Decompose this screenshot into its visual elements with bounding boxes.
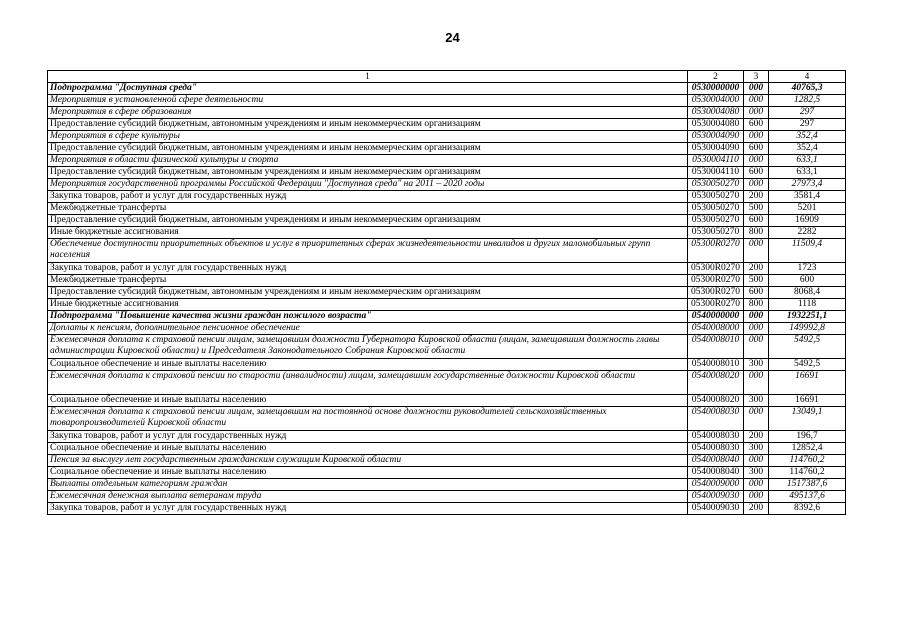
table-row	[48, 443, 846, 455]
column-header-1: 1	[48, 71, 688, 83]
row-vr-cell: 300	[744, 443, 769, 455]
row-sum-cell: 352,4	[769, 143, 846, 155]
row-code-cell: 0530004090	[688, 131, 744, 143]
row-vr-cell: 000	[744, 107, 769, 119]
row-sum-cell: 297	[769, 119, 846, 131]
row-vr-cell: 200	[744, 503, 769, 515]
row-name-cell: Межбюджетные трансферты	[48, 275, 688, 287]
row-name-cell: Предоставление субсидий бюджетным, автономным учреждениям и иным некоммерческим организациям	[48, 143, 688, 155]
table-row	[48, 215, 846, 227]
row-vr-cell: 600	[744, 143, 769, 155]
row-code-cell: 0530050270	[688, 227, 744, 239]
row-code-cell: 0530050270	[688, 215, 744, 227]
row-vr-cell: 600	[744, 119, 769, 131]
row-vr-cell: 800	[744, 299, 769, 311]
row-code-cell: 0540008030	[688, 443, 744, 455]
budget-table	[47, 70, 846, 515]
row-vr-cell: 600	[744, 287, 769, 299]
row-sum-cell: 2282	[769, 227, 846, 239]
row-name-cell: Мероприятия государственной программы Российской Федерации "Доступная среда" на 2011 – 2020 годы	[48, 179, 688, 191]
column-number-row	[48, 71, 846, 83]
row-code-cell: 0530050270	[688, 191, 744, 203]
row-sum-cell: 5492,5	[769, 359, 846, 371]
row-name-cell: Предоставление субсидий бюджетным, автономным учреждениям и иным некоммерческим организациям	[48, 215, 688, 227]
row-code-cell: 0530004080	[688, 119, 744, 131]
table-row	[48, 155, 846, 167]
row-vr-cell: 000	[744, 131, 769, 143]
row-name-cell: Ежемесячная доплата к страховой пенсии лицам, замещавшим должности Губернатора Кировской области (лицам, замещавшим должность главы администрации Кировской области) и Председателя Законодательного Собрания Кировской области	[48, 335, 688, 359]
row-sum-cell: 352,4	[769, 131, 846, 143]
row-vr-cell: 000	[744, 323, 769, 335]
row-code-cell: 0540008000	[688, 323, 744, 335]
table-row	[48, 227, 846, 239]
table-row	[48, 371, 846, 395]
row-sum-cell: 114760,2	[769, 455, 846, 467]
table-row	[48, 407, 846, 431]
row-name-cell: Мероприятия в сфере культуры	[48, 131, 688, 143]
row-code-cell: 0540008030	[688, 407, 744, 431]
row-sum-cell: 633,1	[769, 155, 846, 167]
row-vr-cell: 000	[744, 155, 769, 167]
row-sum-cell: 16691	[769, 395, 846, 407]
table-row	[48, 311, 846, 323]
row-sum-cell: 196,7	[769, 431, 846, 443]
row-name-cell: Мероприятия в сфере образования	[48, 107, 688, 119]
table-row	[48, 455, 846, 467]
table-row	[48, 119, 846, 131]
row-vr-cell: 000	[744, 491, 769, 503]
row-name-cell: Закупка товаров, работ и услуг для государственных нужд	[48, 263, 688, 275]
row-name-cell: Мероприятия в области физической культуры и спорта	[48, 155, 688, 167]
row-sum-cell: 495137,6	[769, 491, 846, 503]
table-row	[48, 431, 846, 443]
row-sum-cell: 40765,3	[769, 83, 846, 95]
row-name-cell: Предоставление субсидий бюджетным, автономным учреждениям и иным некоммерческим организациям	[48, 167, 688, 179]
table-row	[48, 503, 846, 515]
row-sum-cell: 114760,2	[769, 467, 846, 479]
row-vr-cell: 200	[744, 191, 769, 203]
row-code-cell: 0540008020	[688, 371, 744, 395]
row-code-cell: 0540000000	[688, 311, 744, 323]
row-name-cell: Закупка товаров, работ и услуг для государственных нужд	[48, 503, 688, 515]
table-row	[48, 203, 846, 215]
row-vr-cell: 300	[744, 395, 769, 407]
row-sum-cell: 16909	[769, 215, 846, 227]
row-name-cell: Выплаты отдельным категориям граждан	[48, 479, 688, 491]
row-vr-cell: 000	[744, 407, 769, 431]
row-vr-cell: 300	[744, 359, 769, 371]
row-name-cell: Предоставление субсидий бюджетным, автономным учреждениям и иным некоммерческим организациям	[48, 119, 688, 131]
row-sum-cell: 1282,5	[769, 95, 846, 107]
table-row	[48, 323, 846, 335]
row-vr-cell: 000	[744, 371, 769, 395]
row-name-cell: Подпрограмма "Повышение качества жизни граждан пожилого возраста"	[48, 311, 688, 323]
table-row	[48, 179, 846, 191]
row-vr-cell: 000	[744, 95, 769, 107]
row-name-cell: Ежемесячная доплата к страховой пенсии лицам, замещавшим на постоянной основе должности руководителей сельскохозяйственных товаропроизводителей Кировской области	[48, 407, 688, 431]
row-sum-cell: 297	[769, 107, 846, 119]
row-code-cell: 0540008020	[688, 395, 744, 407]
table-row	[48, 143, 846, 155]
budget-table-body	[48, 71, 846, 515]
row-vr-cell: 500	[744, 203, 769, 215]
row-code-cell: 0540008030	[688, 431, 744, 443]
table-row	[48, 491, 846, 503]
row-name-cell: Ежемесячная доплата к страховой пенсии по старости (инвалидности) лицам, замещавшим государственные должности Кировской области	[48, 371, 688, 395]
row-name-cell: Закупка товаров, работ и услуг для государственных нужд	[48, 191, 688, 203]
row-sum-cell: 1517387,6	[769, 479, 846, 491]
row-vr-cell: 000	[744, 83, 769, 95]
row-name-cell: Подпрограмма "Доступная среда"	[48, 83, 688, 95]
row-code-cell: 05300R0270	[688, 299, 744, 311]
row-vr-cell: 000	[744, 179, 769, 191]
table-row	[48, 167, 846, 179]
row-code-cell: 0540008010	[688, 359, 744, 371]
row-code-cell: 0540008040	[688, 467, 744, 479]
column-header-3: 3	[744, 71, 769, 83]
table-row	[48, 239, 846, 263]
row-sum-cell: 8068,4	[769, 287, 846, 299]
row-vr-cell: 000	[744, 455, 769, 467]
row-code-cell: 0530004110	[688, 167, 744, 179]
column-header-2: 2	[688, 71, 744, 83]
row-vr-cell: 000	[744, 239, 769, 263]
row-vr-cell: 000	[744, 479, 769, 491]
row-code-cell: 0530004080	[688, 107, 744, 119]
table-row	[48, 287, 846, 299]
row-name-cell: Мероприятия в установленной сфере деятельности	[48, 95, 688, 107]
row-sum-cell: 1723	[769, 263, 846, 275]
row-vr-cell: 200	[744, 263, 769, 275]
row-sum-cell: 600	[769, 275, 846, 287]
row-name-cell: Иные бюджетные ассигнования	[48, 227, 688, 239]
row-vr-cell: 000	[744, 311, 769, 323]
row-name-cell: Предоставление субсидий бюджетным, автономным учреждениям и иным некоммерческим организациям	[48, 287, 688, 299]
row-vr-cell: 600	[744, 215, 769, 227]
row-sum-cell: 8392,6	[769, 503, 846, 515]
row-name-cell: Иные бюджетные ассигнования	[48, 299, 688, 311]
row-sum-cell: 1118	[769, 299, 846, 311]
row-name-cell: Социальное обеспечение и иные выплаты населению	[48, 467, 688, 479]
table-row	[48, 479, 846, 491]
table-row	[48, 467, 846, 479]
table-row	[48, 191, 846, 203]
row-vr-cell: 500	[744, 275, 769, 287]
row-sum-cell: 5492,5	[769, 335, 846, 359]
row-name-cell: Социальное обеспечение и иные выплаты населению	[48, 395, 688, 407]
row-code-cell: 0530004000	[688, 95, 744, 107]
row-name-cell: Закупка товаров, работ и услуг для государственных нужд	[48, 431, 688, 443]
row-sum-cell: 5201	[769, 203, 846, 215]
table-row	[48, 335, 846, 359]
row-code-cell: 0530050270	[688, 203, 744, 215]
row-code-cell: 05300R0270	[688, 263, 744, 275]
table-row	[48, 299, 846, 311]
row-code-cell: 0540008010	[688, 335, 744, 359]
row-vr-cell: 000	[744, 335, 769, 359]
row-vr-cell: 800	[744, 227, 769, 239]
page-number: 24	[445, 30, 460, 45]
row-code-cell: 05300R0270	[688, 275, 744, 287]
row-sum-cell: 11509,4	[769, 239, 846, 263]
row-vr-cell: 600	[744, 167, 769, 179]
row-name-cell: Доплаты к пенсиям, дополнительное пенсионное обеспечение	[48, 323, 688, 335]
table-row	[48, 95, 846, 107]
table-row	[48, 107, 846, 119]
column-header-4: 4	[769, 71, 846, 83]
row-name-cell: Межбюджетные трансферты	[48, 203, 688, 215]
table-row	[48, 359, 846, 371]
row-sum-cell: 149992,8	[769, 323, 846, 335]
row-sum-cell: 1932251,1	[769, 311, 846, 323]
row-sum-cell: 12852,4	[769, 443, 846, 455]
row-vr-cell: 300	[744, 467, 769, 479]
row-name-cell: Социальное обеспечение и иные выплаты населению	[48, 359, 688, 371]
table-row	[48, 395, 846, 407]
row-code-cell: 0540009000	[688, 479, 744, 491]
row-name-cell: Ежемесячная денежная выплата ветеранам труда	[48, 491, 688, 503]
row-code-cell: 0530000000	[688, 83, 744, 95]
row-sum-cell: 633,1	[769, 167, 846, 179]
row-code-cell: 0530004110	[688, 155, 744, 167]
table-row	[48, 263, 846, 275]
row-name-cell: Обеспечение доступности приоритетных объектов и услуг в приоритетных сферах жизнедеятельности инвалидов и других маломобильных групп населения	[48, 239, 688, 263]
row-sum-cell: 3581,4	[769, 191, 846, 203]
row-sum-cell: 13049,1	[769, 407, 846, 431]
row-code-cell: 05300R0270	[688, 287, 744, 299]
row-name-cell: Социальное обеспечение и иные выплаты населению	[48, 443, 688, 455]
row-code-cell: 0530004090	[688, 143, 744, 155]
row-name-cell: Пенсия за выслугу лет государственным гражданским служащим Кировской области	[48, 455, 688, 467]
row-code-cell: 0540009030	[688, 503, 744, 515]
row-code-cell: 05300R0270	[688, 239, 744, 263]
row-code-cell: 0540008040	[688, 455, 744, 467]
row-vr-cell: 200	[744, 431, 769, 443]
table-row	[48, 131, 846, 143]
row-sum-cell: 27973,4	[769, 179, 846, 191]
table-row	[48, 83, 846, 95]
row-code-cell: 0530050270	[688, 179, 744, 191]
row-sum-cell: 16691	[769, 371, 846, 395]
row-code-cell: 0540009030	[688, 491, 744, 503]
table-row	[48, 275, 846, 287]
